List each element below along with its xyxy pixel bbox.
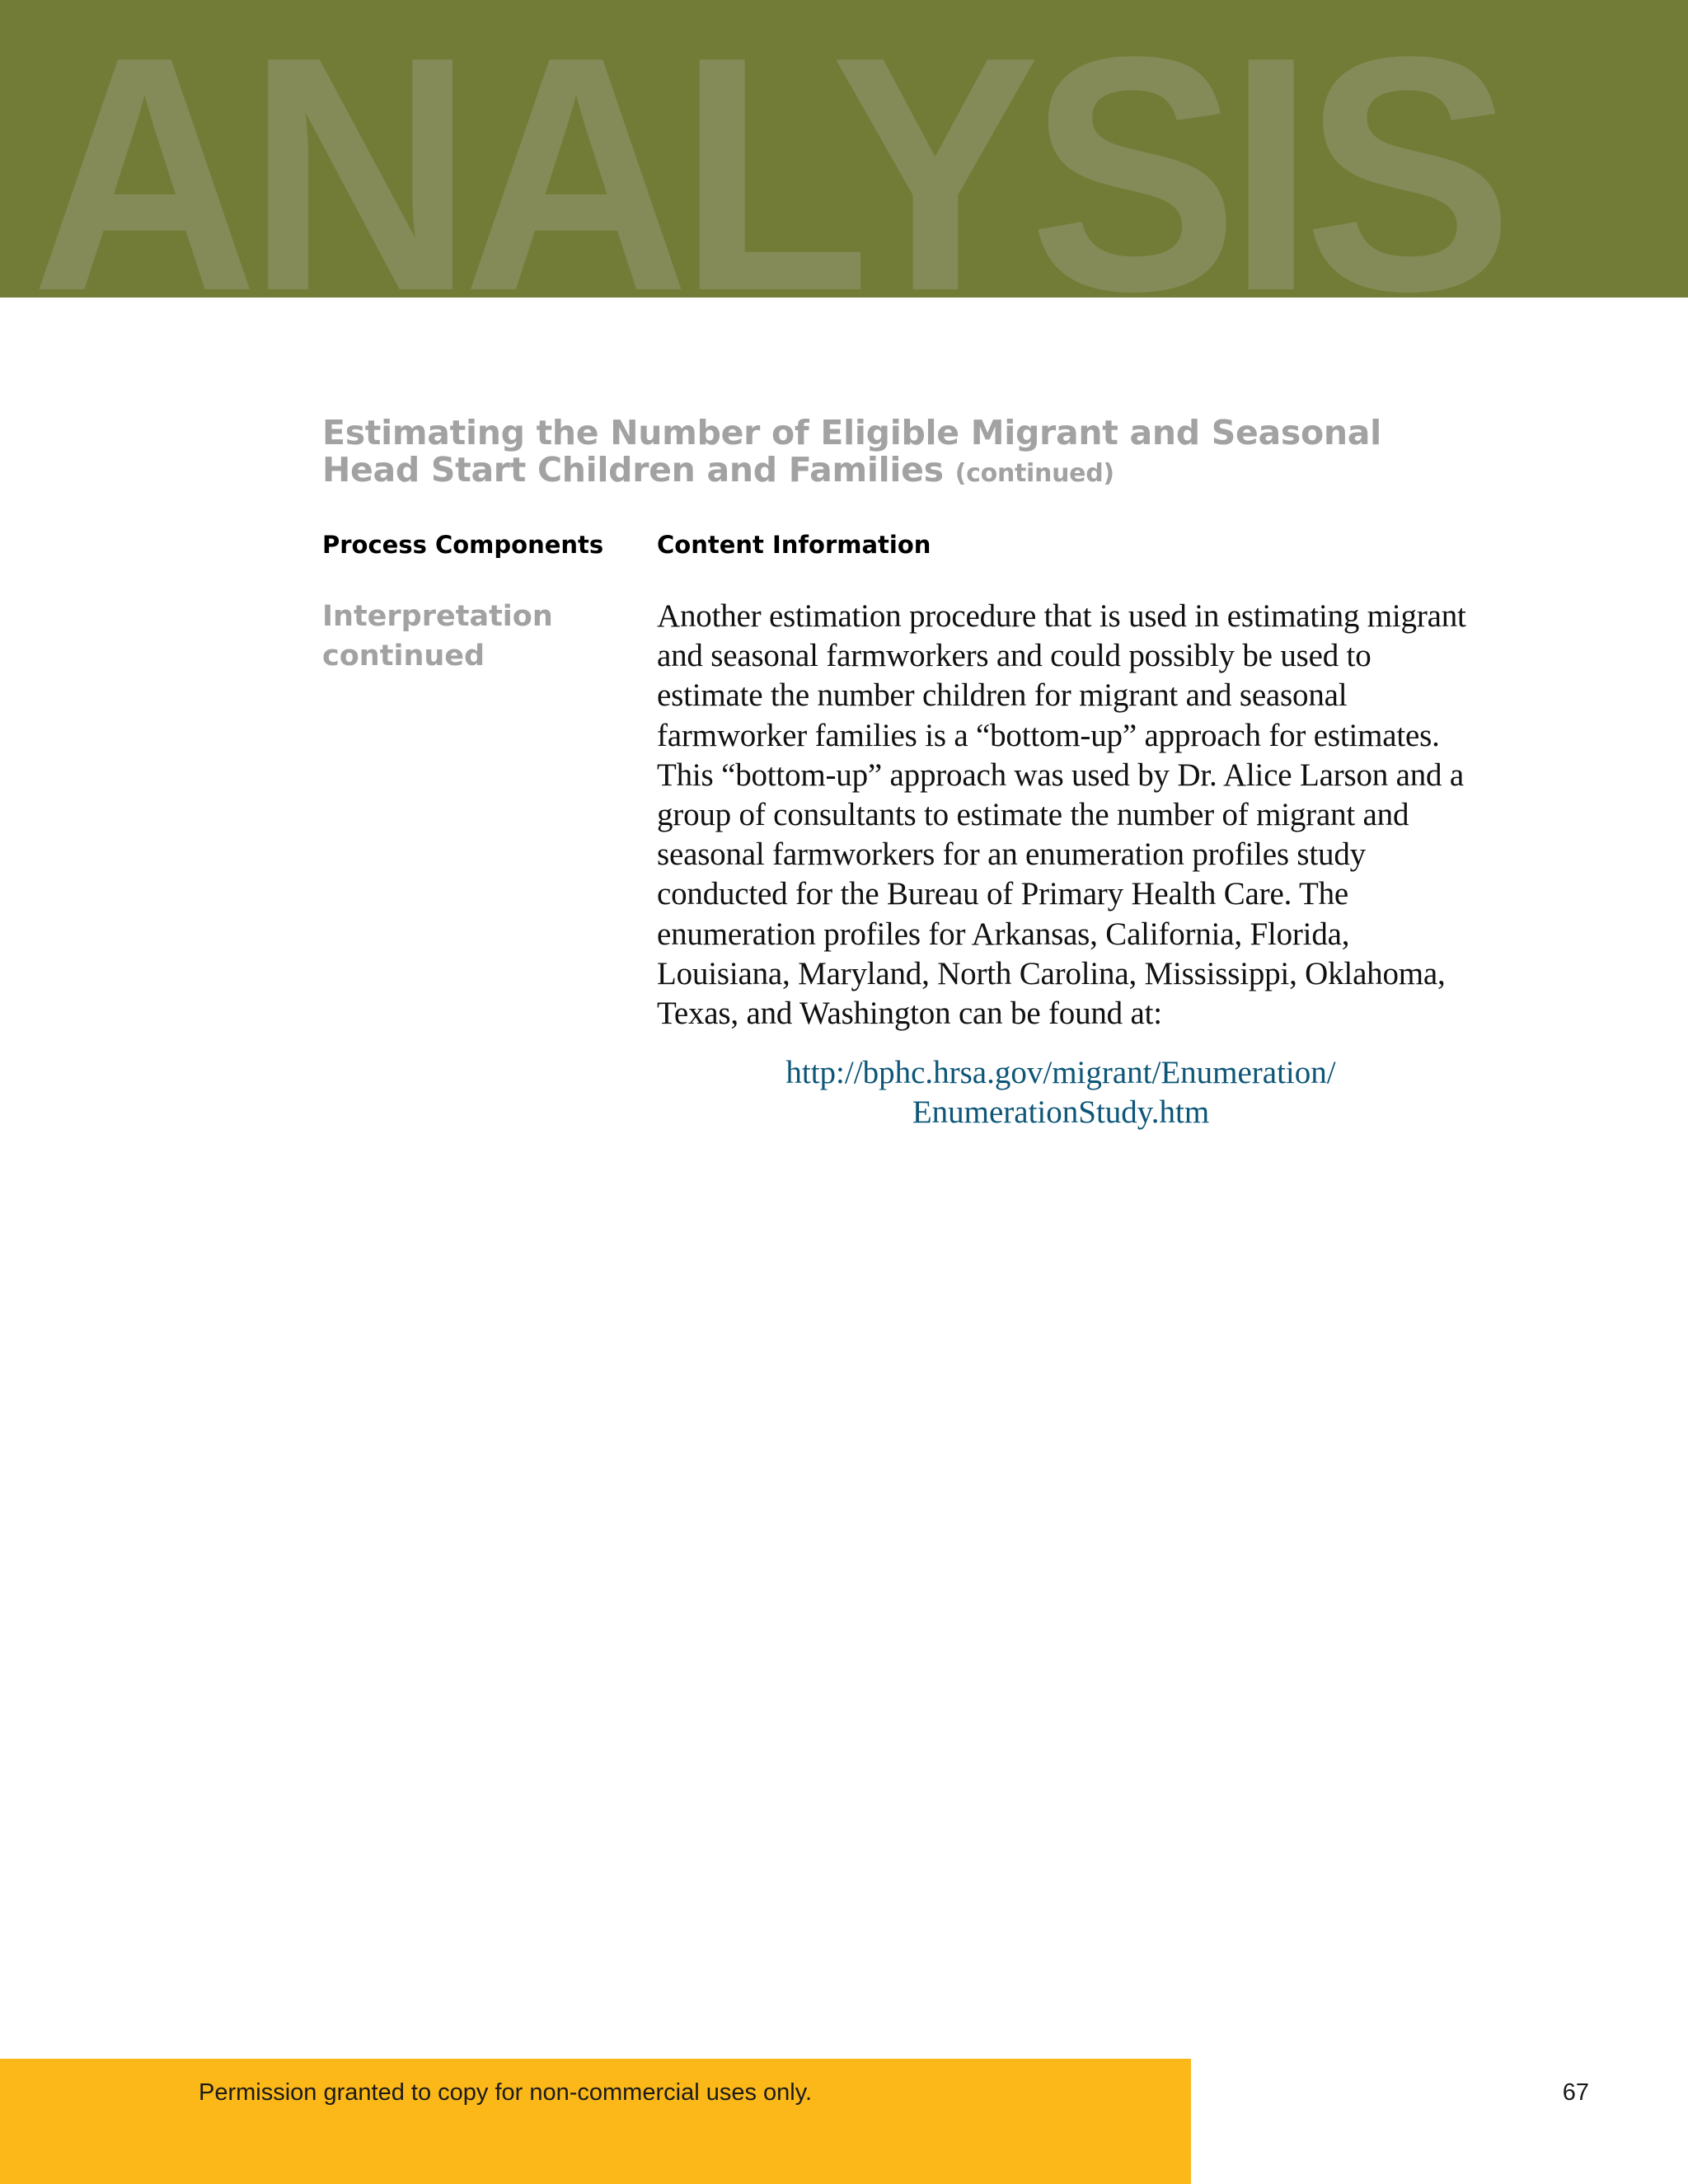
enumeration-study-link[interactable]	[657, 1053, 1465, 1132]
link-line2: EnumerationStudy.htm	[912, 1094, 1210, 1130]
footer-permission-text: Permission granted to copy for non-commercial uses only.	[199, 2079, 813, 2106]
column-header-process-components: Process Components	[322, 531, 604, 559]
page-number: 67	[1562, 2079, 1589, 2106]
row-label-line2: continued	[322, 640, 485, 673]
link-line1: http://bphc.hrsa.gov/migrant/Enumeration/	[785, 1055, 1336, 1090]
column-header-content-information: Content Information	[657, 531, 931, 559]
row-label-line1: Interpretation	[322, 600, 553, 633]
section-title	[322, 415, 1468, 492]
banner-watermark-word: ANALYSIS	[31, 0, 1503, 298]
section-title-note: (continued)	[954, 459, 1114, 488]
row-label	[322, 597, 603, 676]
section-title-text: Estimating the Number of Eligible Migrant and Seasonal Head Start Children and Families	[322, 413, 1381, 490]
header-banner	[0, 0, 1688, 298]
content-paragraph: Another estimation procedure that is used in estimating migrant and seasonal farmworkers and could possibly be used to estimate the number children for migrant and seasonal farmworker families is a “bottom-up” approach for estimates. This “bottom-up” approach was used by Dr. Alice Larson and a group of consultants to estimate the number of migrant and seasonal farmworkers for an enumeration profiles study conducted for the Bureau of Primary Health Care. The enumeration profiles for Arkansas, California, Florida, Louisiana, Maryland, North Carolina, Mississippi, Oklahoma, Texas, and Washington can be found at:	[657, 598, 1466, 1032]
